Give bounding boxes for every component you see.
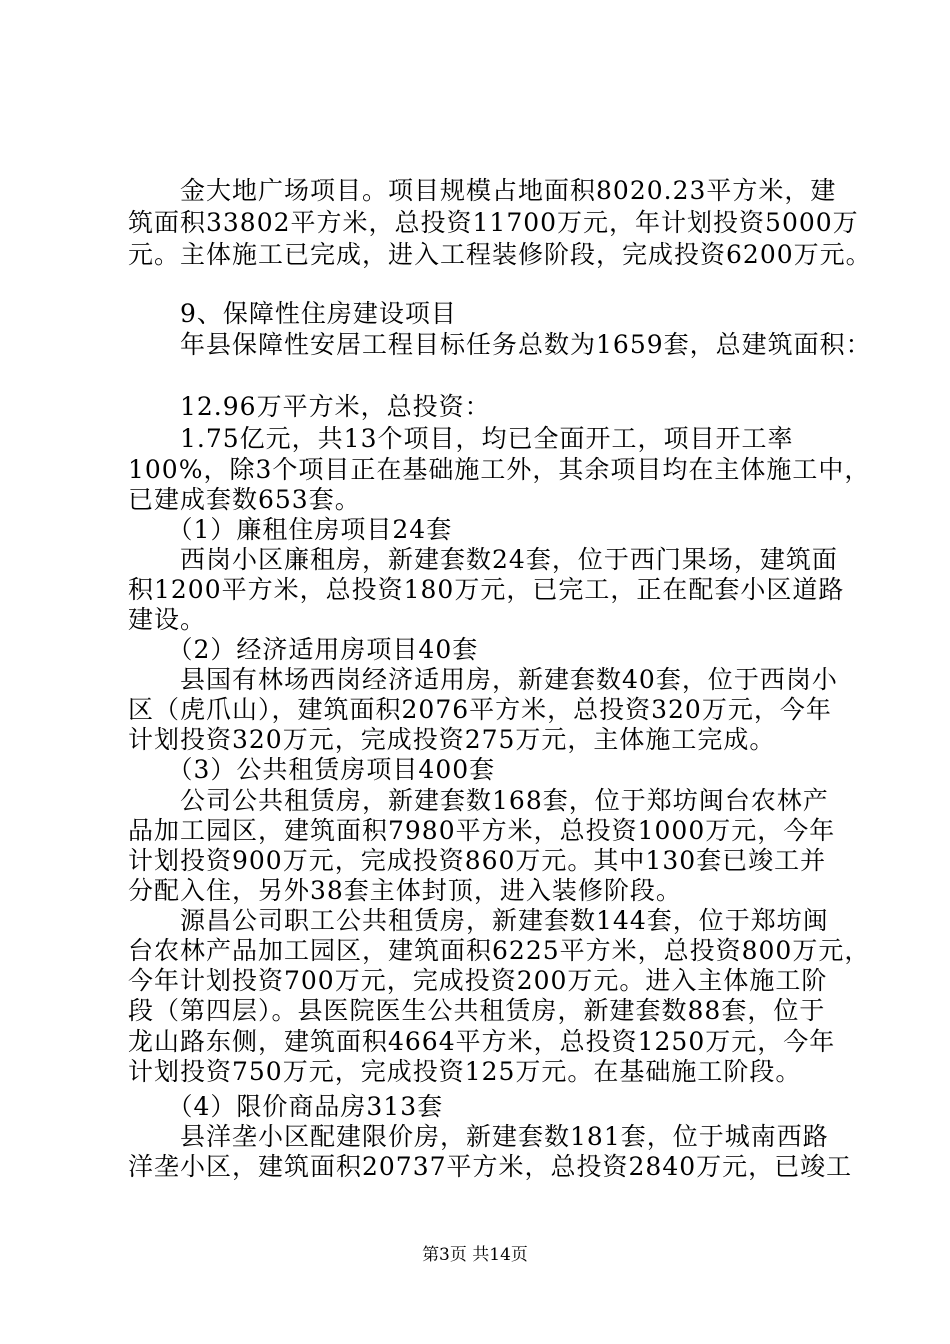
- subsection-heading: （2）经济适用房项目40套: [128, 635, 479, 664]
- text-line: 金大地广场项目。项目规模占地面积8020.23平方米，建: [128, 176, 837, 205]
- page-number-footer: 第3页 共14页: [422, 1245, 528, 1265]
- text-line: 品加工园区，建筑面积7980平方米，总投资1000万元，今年: [128, 816, 836, 845]
- text-line: 年县保障性安居工程目标任务总数为1659套，总建筑面积：: [128, 330, 872, 359]
- text-line: 计划投资900万元，完成投资860万元。其中130套已竣工并: [128, 846, 827, 875]
- subsection-heading: （4）限价商品房313套: [128, 1092, 444, 1121]
- text-line: 100%，除3个项目正在基础施工外，其余项目均在主体施工中，: [128, 455, 871, 484]
- text-line: 分配入住，另外38套主体封顶，进入装修阶段。: [128, 876, 682, 905]
- text-line: 县国有林场西岗经济适用房，新建套数40套，位于西岗小: [128, 665, 838, 694]
- text-line: 计划投资320万元，完成投资275万元，主体施工完成。: [128, 725, 776, 754]
- subsection-heading: （1）廉租住房项目24套: [128, 515, 453, 544]
- section-heading: 9、保障性住房建设项目: [128, 299, 457, 328]
- text-line: 源昌公司职工公共租赁房，新建套数144套，位于郑坊闽: [128, 906, 829, 935]
- text-line: 已建成套数653套。: [128, 485, 361, 514]
- text-line: 筑面积33802平方米，总投资11700万元，年计划投资5000万: [128, 208, 859, 237]
- text-line: 台农林产品加工园区，建筑面积6225平方米，总投资800万元，: [128, 936, 871, 965]
- subsection-heading: （3）公共租赁房项目400套: [128, 755, 496, 784]
- text-line: 元。主体施工已完成，进入工程装修阶段，完成投资6200万元。: [128, 240, 872, 269]
- text-line: 建设。: [128, 605, 207, 634]
- text-line: 今年计划投资700万元，完成投资200万元。进入主体施工阶: [128, 966, 828, 995]
- text-line: 1.75亿元，共13个项目，均已全面开工，项目开工率: [128, 424, 794, 453]
- text-line: 公司公共租赁房，新建套数168套，位于郑坊闽台农林产: [128, 786, 829, 815]
- text-line: 计划投资750万元，完成投资125万元。在基础施工阶段。: [128, 1057, 802, 1086]
- text-line: 积1200平方米，总投资180万元，已完工，正在配套小区道路: [128, 575, 845, 604]
- text-line: 12.96万平方米，总投资：: [128, 392, 491, 421]
- text-line: 县洋垄小区配建限价房，新建套数181套，位于城南西路: [128, 1122, 829, 1151]
- text-line: 龙山路东侧，建筑面积4664平方米，总投资1250万元，今年: [128, 1027, 836, 1056]
- text-line: 区（虎爪山），建筑面积2076平方米，总投资320万元，今年: [128, 695, 832, 724]
- text-line: 西岗小区廉租房，新建套数24套，位于西门果场，建筑面: [128, 545, 838, 574]
- text-line: 洋垄小区，建筑面积20737平方米，总投资2840万元，已竣工: [128, 1152, 853, 1181]
- text-line: 段（第四层）。县医院医生公共租赁房，新建套数88套，位于: [128, 996, 826, 1025]
